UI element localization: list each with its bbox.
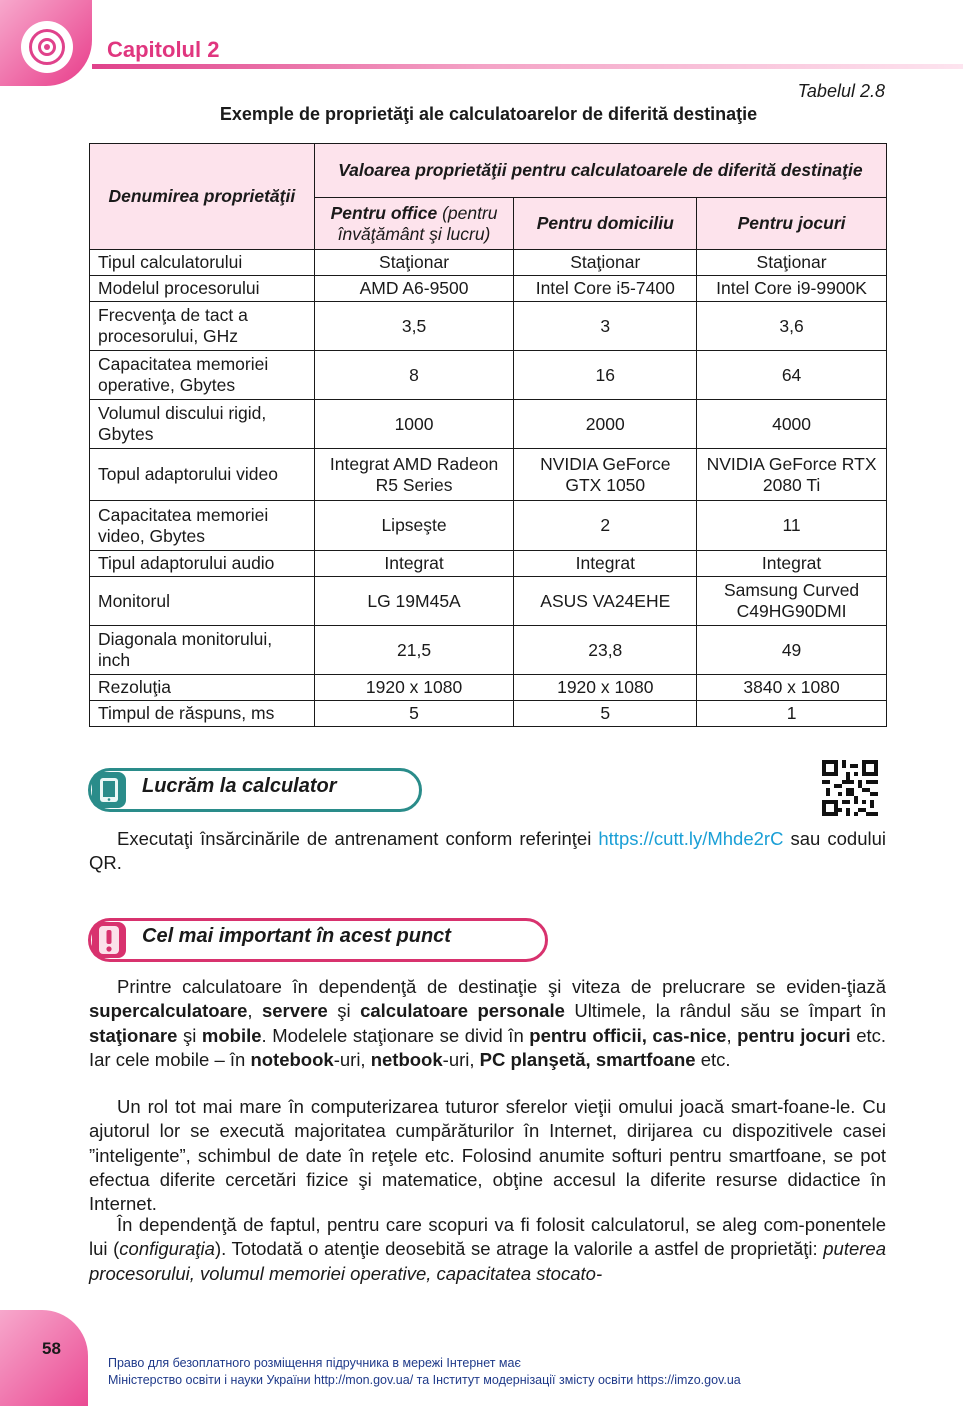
cell-home: 2	[514, 501, 697, 551]
cell-home: 16	[514, 351, 697, 400]
header-property-name: Denumirea proprietăţii	[90, 144, 315, 250]
footer-line-2: Міністерство освіти і науки України http://mon.gov.ua/ та Інститут модернізації змісту освіти https://imzo.gov.ua	[108, 1373, 741, 1387]
page-number: 58	[42, 1339, 61, 1358]
table-row	[90, 551, 887, 577]
cell-office: Integrat AMD Radeon R5 Series	[314, 449, 514, 501]
cell-office: Integrat	[314, 551, 514, 577]
qr-code-icon	[822, 760, 878, 816]
cell-games: 3,6	[697, 302, 887, 351]
cell-games: Samsung Curved C49HG90DMI	[697, 577, 887, 626]
cell-name: Frecvenţa de tact a procesorului, GHz	[90, 302, 315, 351]
header-games: Pentru jocuri	[697, 198, 887, 250]
table-row	[90, 302, 887, 351]
cell-office: 21,5	[314, 626, 514, 675]
cell-home: 23,8	[514, 626, 697, 675]
table-label: Tabelul 2.8	[797, 81, 885, 101]
cell-name: Tipul calculatorului	[90, 250, 315, 276]
cell-home: Staţionar	[514, 250, 697, 276]
cell-office: 3,5	[314, 302, 514, 351]
cell-games: 64	[697, 351, 887, 400]
cell-name: Tipul adaptorului audio	[90, 551, 315, 577]
cell-home: Intel Core i5-7400	[514, 276, 697, 302]
cell-name: Timpul de răspuns, ms	[90, 701, 315, 727]
summary-paragraph-3: În dependenţă de faptul, pentru care scopuri va fi folosit calculatorul, se aleg com-ponentele lui (configuraţia). Totodată o atenţie deosebită se atrage la valorile a astfel de proprietăţi: puterea procesorului, volumul memoriei operative, capacitatea stocato-	[89, 1214, 886, 1284]
chapter-tab	[0, 0, 92, 86]
cell-office: Staţionar	[314, 250, 514, 276]
section-title-key-points: Cel mai important în acest punct	[142, 925, 451, 947]
cell-home: 1920 x 1080	[514, 675, 697, 701]
table-row	[90, 400, 887, 449]
table-row	[90, 675, 887, 701]
header-divider	[92, 64, 963, 69]
cell-name: Monitorul	[90, 577, 315, 626]
footer-line-1: Право для безоплатного розміщення підручника в мережі Інтернет має	[108, 1356, 521, 1370]
cell-office: AMD A6-9500	[314, 276, 514, 302]
cell-name: Modelul procesorului	[90, 276, 315, 302]
table-row	[90, 250, 887, 276]
cell-home: 3	[514, 302, 697, 351]
summary-paragraph-1: Printre calculatoare în dependenţă de destinaţie şi viteza de prelucrare se eviden-ţiază supercalculatoare, servere şi calculatoare personale Ultimele, la rândul său se împart în staţionare şi mobile. Modelele staţionare se divid în pentru officii, cas-nice, pentru jocuri etc. Iar cele mobile – în notebook-uri, netbook-uri, PC planşetă, smartfoane etc.	[89, 976, 887, 1070]
header-office: Pentru office (pentru învăţământ şi lucru)	[314, 198, 514, 250]
cell-games: 4000	[697, 400, 887, 449]
table-title: Exemple de proprietăţi ale calculatoarelor de diferită destinaţie	[219, 104, 758, 124]
cell-name: Topul adaptorului video	[90, 449, 315, 501]
table-row	[90, 626, 887, 675]
cell-name: Rezoluţia	[90, 675, 315, 701]
cell-games: 1	[697, 701, 887, 727]
cell-home: NVIDIA GeForce GTX 1050	[514, 449, 697, 501]
cell-games: Integrat	[697, 551, 887, 577]
cell-office: Lipseşte	[314, 501, 514, 551]
cell-name: Diagonala monitorului, inch	[90, 626, 315, 675]
cell-office: 1000	[314, 400, 514, 449]
cell-home: 2000	[514, 400, 697, 449]
cell-home: 5	[514, 701, 697, 727]
tablet-icon	[92, 772, 126, 808]
chapter-title: Capitolul 2	[107, 37, 220, 62]
properties-table	[89, 143, 887, 727]
table-row	[90, 449, 887, 501]
header-home: Pentru domiciliu	[514, 198, 697, 250]
section-banner-computer-work	[88, 768, 422, 812]
cell-office: 8	[314, 351, 514, 400]
cell-games: 3840 x 1080	[697, 675, 887, 701]
training-link[interactable]: https://cutt.ly/Mhde2rC	[598, 828, 784, 849]
table-row	[90, 351, 887, 400]
table-row	[90, 701, 887, 727]
cell-games: Staţionar	[697, 250, 887, 276]
section-banner-key-points	[88, 918, 548, 962]
section1-paragraph: Executaţi însărcinările de antrenament conform referinţei https://cutt.ly/Mhde2rC sau codului QR.	[89, 828, 886, 874]
cell-name: Capacitatea memoriei video, Gbytes	[90, 501, 315, 551]
cell-home: ASUS VA24EHE	[514, 577, 697, 626]
cell-home: Integrat	[514, 551, 697, 577]
cell-games: NVIDIA GeForce RTX 2080 Ti	[697, 449, 887, 501]
table-row	[90, 501, 887, 551]
header-group: Valoarea proprietăţii pentru calculatoarele de diferită destinaţie	[314, 144, 886, 198]
table-row	[90, 276, 887, 302]
cell-games: Intel Core i9-9900K	[697, 276, 887, 302]
cell-games: 49	[697, 626, 887, 675]
cell-office: LG 19M45A	[314, 577, 514, 626]
cell-office: 5	[314, 701, 514, 727]
cell-games: 11	[697, 501, 887, 551]
footer-notice	[108, 1355, 741, 1389]
cell-name: Capacitatea memoriei operative, Gbytes	[90, 351, 315, 400]
summary-paragraph-2: Un rol tot mai mare în computerizarea tuturor sferelor vieţii omului joacă smart-foane-le. Cu ajutorul lor se execută majoritatea cumpărăturilor în Internet, dirijarea cu dispozitivele casei ”inteligente”, schimbul de date în reţele etc. Folosind anumite softuri pentru smartfoane, se pot efectua diferite cercetări fizice şi matematice, obţine accesul la diferite resurse didactice în Internet.	[89, 1096, 886, 1215]
target-icon	[21, 21, 73, 73]
cell-name: Volumul discului rigid, Gbytes	[90, 400, 315, 449]
exclamation-icon	[92, 922, 126, 958]
section-title-computer-work: Lucrăm la calculator	[142, 775, 337, 797]
cell-office: 1920 x 1080	[314, 675, 514, 701]
table-row	[90, 577, 887, 626]
